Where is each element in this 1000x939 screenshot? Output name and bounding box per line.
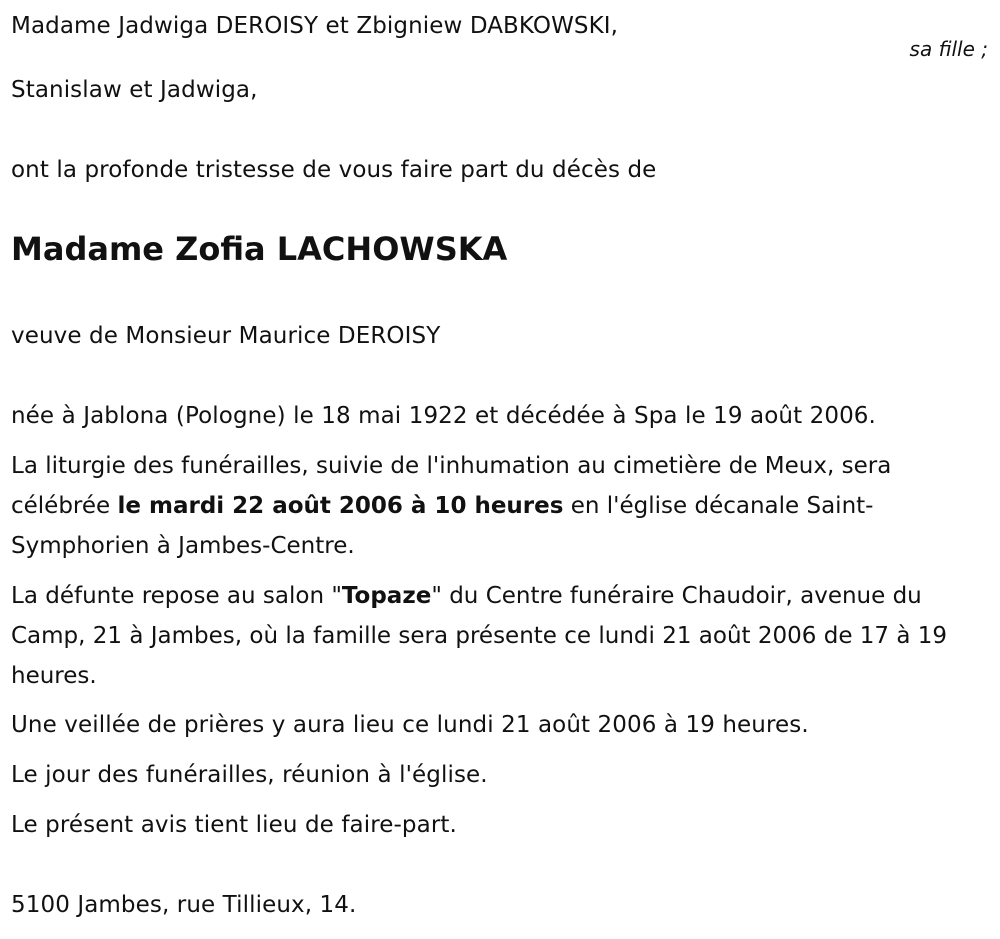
family-address: 5100 Jambes, rue Tillieux, 14. <box>11 892 357 918</box>
announcement-intro: ont la profonde tristesse de vous faire part du décès de <box>11 157 657 183</box>
meeting-line: Le jour des funérailles, réunion à l'église. <box>11 762 488 788</box>
widow-of: veuve de Monsieur Maurice DEROISY <box>11 323 441 349</box>
salon-name: Topaze <box>341 583 432 609</box>
liturgy-text-b: en l'église décanale Saint-Symphorien à Jambes-Centre. <box>11 493 874 559</box>
family-line-2: Stanislaw et Jadwiga, <box>11 77 258 103</box>
family-line-1: Madame Jadwiga DEROISY et Zbigniew DABKOWSKI, <box>11 13 619 39</box>
funeral-paragraph-viewing <box>11 576 996 696</box>
viewing-text-a: La défunte repose au salon " <box>11 583 342 609</box>
notice-line: Le présent avis tient lieu de faire-part. <box>11 812 457 838</box>
deceased-name: Madame Zofia LACHOWSKA <box>11 230 508 268</box>
vigil-line: Une veillée de prières y aura lieu ce lundi 21 août 2006 à 19 heures. <box>11 712 809 738</box>
viewing-text-b: " du Centre funéraire Chaudoir, avenue du Camp, 21 à Jambes, où la famille sera présente ce lundi 21 août 2006 de 17 à 19 heures. <box>11 583 948 689</box>
funeral-paragraph-liturgy <box>11 446 996 566</box>
family-relation-note: sa fille ; <box>909 37 988 61</box>
liturgy-text-a: La liturgie des funérailles, suivie de l'inhumation au cimetière de Meux, sera célébrée <box>11 453 892 519</box>
birth-death-line: née à Jablona (Pologne) le 18 mai 1922 et décédée à Spa le 19 août 2006. <box>11 403 876 429</box>
liturgy-date-time: le mardi 22 août 2006 à 10 heures <box>117 493 564 519</box>
